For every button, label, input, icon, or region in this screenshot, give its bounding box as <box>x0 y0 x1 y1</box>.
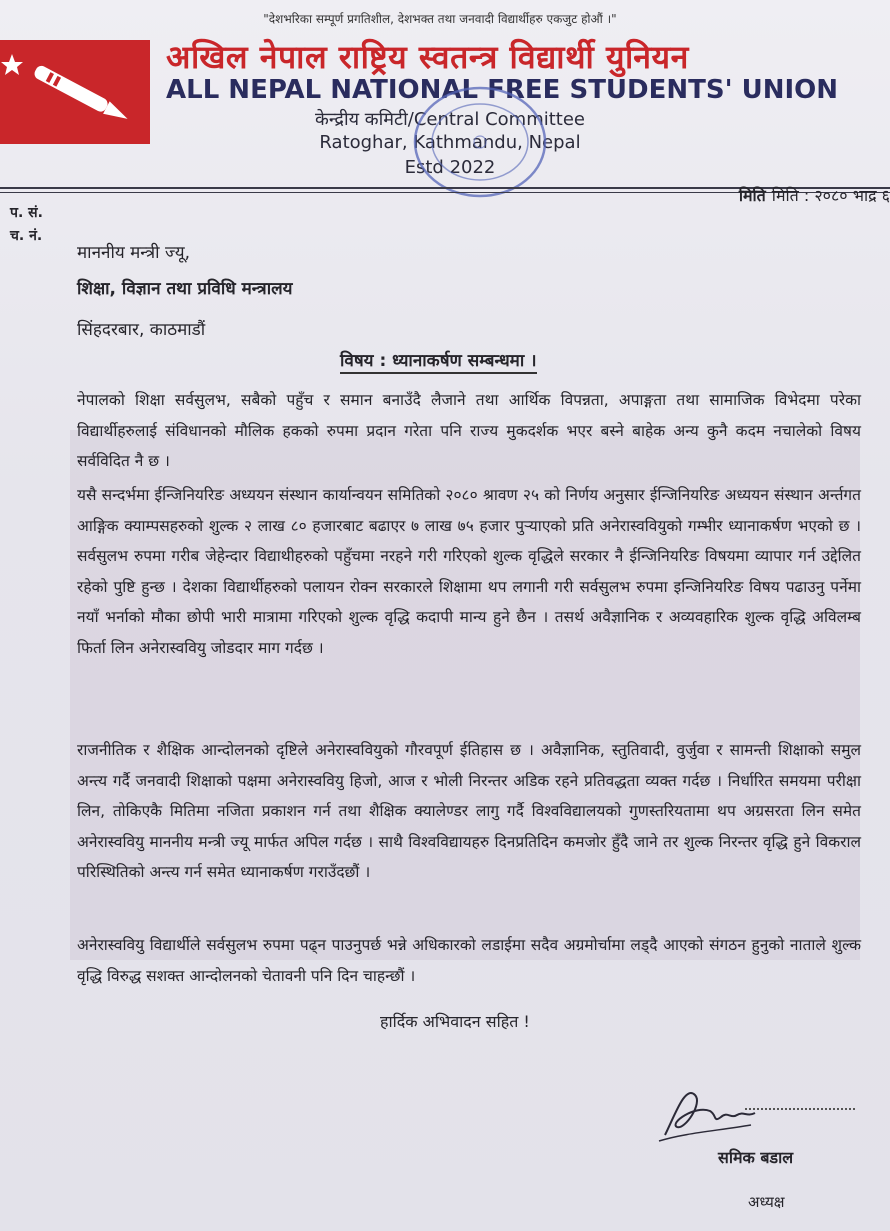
date-value: मिति : २०८० भाद्र ६ <box>771 186 890 205</box>
slogan: "देशभरिका सम्पूर्ण प्रगतिशील, देशभक्त तथा जनवादी विद्यार्थीहरु एकजुट होऔं ।" <box>263 12 617 26</box>
official-seal-icon <box>405 82 555 202</box>
recipient-line-3: सिंहदरबार, काठमाडौं <box>77 320 206 340</box>
body-paragraph-4: अनेरास्ववियु विद्यार्थीले सर्वसुलभ रुपमा पढ्न पाउनुपर्छ भन्ने अधिकारको लडाईमा सदैव अग्रमोर्चामा लड्दै आएको संगठन हुनुको नाताले शुल्क वृद्धि विरुद्ध सशक्त आन्दोलनको चेतावनी पनि दिन चाहन्छौं । <box>77 936 861 985</box>
closing-greeting: हार्दिक अभिवादन सहित ! <box>380 1012 530 1031</box>
signer-title: अध्यक्ष <box>748 1193 785 1211</box>
recipient-line-1: माननीय मन्त्री ज्यू, <box>77 243 190 263</box>
handwritten-signature <box>655 1075 765 1145</box>
date-label: मिति <box>738 186 766 205</box>
signer-name: समिक बडाल <box>718 1148 794 1167</box>
org-address: Ratoghar, Kathmandu, Nepal <box>319 132 581 153</box>
body-paragraph-2: यसै सन्दर्भमा ईन्जिनियरिङ अध्ययन संस्थान कार्यान्वयन समितिको २०८० श्रावण २५ को निर्णय अनुसार ईन्जिनियरिङ अध्ययन संस्थान अर्न्तगत आङ्गिक क्याम्पसहरुको शुल्क २ लाख ८० हजारबाट बढाएर ७ लाख ७५ हजार पुऱ्याएको प्रति अनेरास्ववियुको गम्भीर ध्यानाकर्षण भएको छ । सर्वसुलभ रुपमा गरीब जेहेन्दार विद्याथीहरुको पहुँचमा नरहने गरी गरिएको शुल्क वृद्धिले सरकार नै ईन्जिनियरिङ विषयमा व्यापार गर्न उद्देलित रहेको पुष्टि हुन्छ । देशका विद्यार्थीहरुको पलायन रोक्न सरकारले शिक्षामा थप लगानी गरी सर्वसुलभ रुपमा इन्जिनियरिङ विषय पढाउनु पर्नेमा नयाँ भर्नाको मौका छोपी भारी मात्रामा गरिएको शुल्क वृद्धि कदापी मान्य हुने छैन । तसर्थ अवैज्ञानिक र अव्यवहारिक शुल्क वृद्धि अविलम्ब फिर्ता लिन अनेरास्ववियु जोडदार माग गर्दछ । <box>77 486 861 657</box>
org-name-nepali: अखिल नेपाल राष्ट्रिय स्वतन्त्र विद्यार्थी युनियन <box>166 38 689 76</box>
committee-name: केन्द्रीय कमिटी/Central Committee <box>315 109 585 130</box>
org-name-english: ALL NEPAL NATIONAL FREE STUDENTS' UNION <box>166 75 839 105</box>
subject-line: विषय : ध्यानाकर्षण सम्बन्धमा । <box>340 348 537 374</box>
date-row <box>739 184 890 206</box>
reference-number-label: प. सं. <box>10 205 43 221</box>
recipient-line-2: शिक्षा, विज्ञान तथा प्रविधि मन्त्रालय <box>77 279 293 299</box>
body-paragraph-1: नेपालको शिक्षा सर्वसुलभ, सबैको पहुँच र समान बनाउँदै लैजाने तथा आर्थिक विपन्नता, अपाङ्गता तथा सामाजिक विभेदमा परेका विद्यार्थीहरुलाई संविधानको मौलिक हकको रुपमा प्रदान गरेता पनि राज्य मुकदर्शक भएर बस्ने बाहेक अन्य कुनै कदम नचालेको विषय सर्वविदित नै छ । <box>77 391 861 470</box>
body-paragraph-3: राजनीतिक र शैक्षिक आन्दोलनको दृष्टिले अनेरास्ववियुको गौरवपूर्ण ईतिहास छ । अवैज्ञानिक, स्तुतिवादी, वुर्जुवा र सामन्ती शिक्षाको समुल अन्त्य गर्दै जनवादी शिक्षाको पक्षमा अनेरास्ववियु हिजो, आज र भोली निरन्तर अडिक रहने प्रतिवद्धता व्यक्त गर्दछ । निर्धारित समयमा परीक्षा लिन, तोकिएकै मितिमा नजिता प्रकाशन गर्न तथा शैक्षिक क्यालेण्डर लागु गर्दै विश्वविद्यालयको गुणस्तरियतामा थप अग्रसरता लिन समेत अनेरास्ववियु माननीय मन्त्री ज्यू मार्फत अपिल गर्दछ । साथै विश्वविद्यायहरु दिनप्रतिदिन कमजोर हुँदै जाने तर शुल्क निरन्तर वृद्धि हुने विकराल परिस्थितिको अन्त्य गर्न समेत ध्यानाकर्षण गराउँदछौं । <box>77 741 861 881</box>
dispatch-number-label: च. नं. <box>10 228 43 244</box>
established-year: Estd 2022 <box>404 157 496 178</box>
pen-logo-icon <box>0 40 150 144</box>
signature-line <box>745 1108 855 1110</box>
